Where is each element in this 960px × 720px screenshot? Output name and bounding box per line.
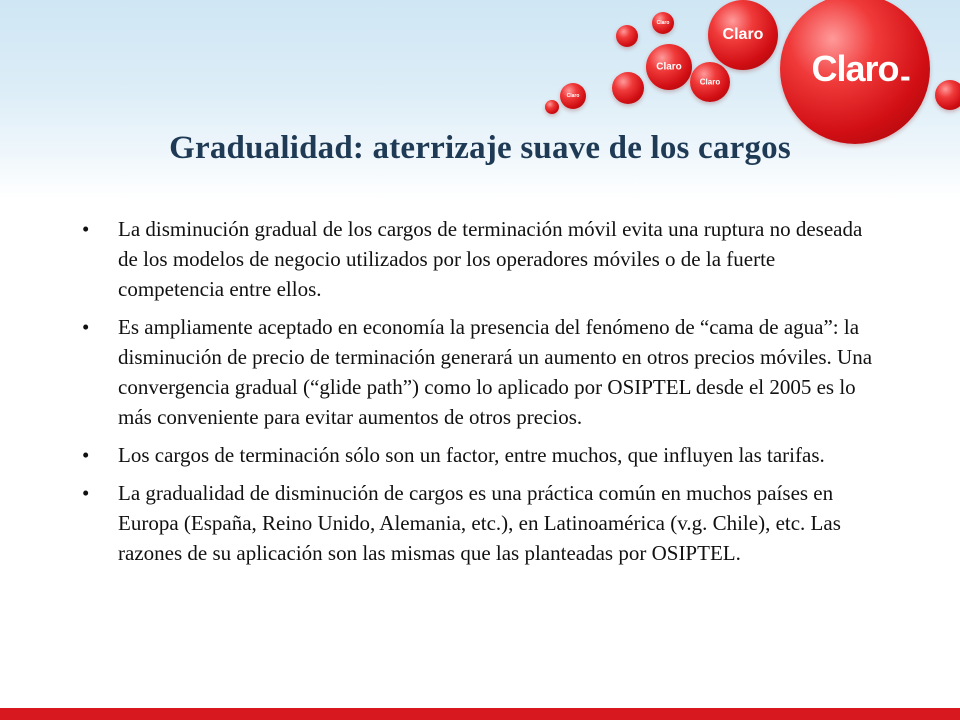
brand-logo-text: Claro — [811, 48, 899, 89]
logo-bubble-small-3 — [616, 25, 638, 47]
logo-bubble-small-2 — [612, 72, 644, 104]
bullet-item — [80, 478, 880, 568]
logo-bubble-medium-text: Claro — [722, 26, 764, 43]
logo-bubble-small-4 — [652, 12, 674, 34]
bullet-text: Los cargos de terminación sólo son un factor, entre muchos, que influyen las tarifas. — [118, 443, 825, 467]
brand-logo-mark: - — [900, 58, 911, 94]
bullet-text: La gradualidad de disminución de cargos es una práctica común en muchos países en Europa (España, Reino Unido, Alemania, etc.), en Latinoamérica (v.g. Chile), etc. Las razones de su aplicación son las mismas que las planteadas por OSIPTEL. — [118, 481, 841, 565]
logo-bubble-mid — [646, 44, 692, 90]
logo-bubble-edge — [935, 80, 960, 110]
logo-bubble-small-text: Claro — [566, 93, 580, 99]
logo-bubble-medium — [708, 0, 778, 70]
bullet-item — [80, 214, 880, 304]
bullet-icon: • — [82, 443, 90, 467]
bullet-text: La disminución gradual de los cargos de terminación móvil evita una ruptura no deseada de los modelos de negocio utilizados por los operadores móviles o de la fuerte competencia entre ellos. — [118, 217, 863, 301]
footer-bar — [0, 708, 960, 720]
bullet-item — [80, 312, 880, 432]
logo-bubble-tiny — [545, 100, 559, 114]
bullet-list — [80, 214, 880, 576]
logo-bubble-mid-2-text: Claro — [699, 77, 721, 87]
logo-bubble-mid-2 — [690, 62, 730, 102]
logo-bubble-small — [560, 83, 586, 109]
page-title: Gradualidad: aterrizaje suave de los cargos — [169, 130, 791, 166]
bullet-item — [80, 440, 880, 470]
logo-bubble-small-4-text: Claro — [656, 20, 670, 26]
logo-bubble-mid-text: Claro — [656, 61, 682, 73]
bullet-icon: • — [82, 315, 90, 339]
bullet-text: Es ampliamente aceptado en economía la presencia del fenómeno de “cama de agua”: la disminución de precio de terminación generará un aumento en otros precios móviles. Una convergencia gradual (“glide path”) como lo aplicado por OSIPTEL desde el 2005 es lo más conveniente para evitar aumentos de otros precios. — [118, 315, 873, 429]
bullet-icon: • — [82, 217, 90, 241]
bullet-icon: • — [82, 481, 90, 505]
